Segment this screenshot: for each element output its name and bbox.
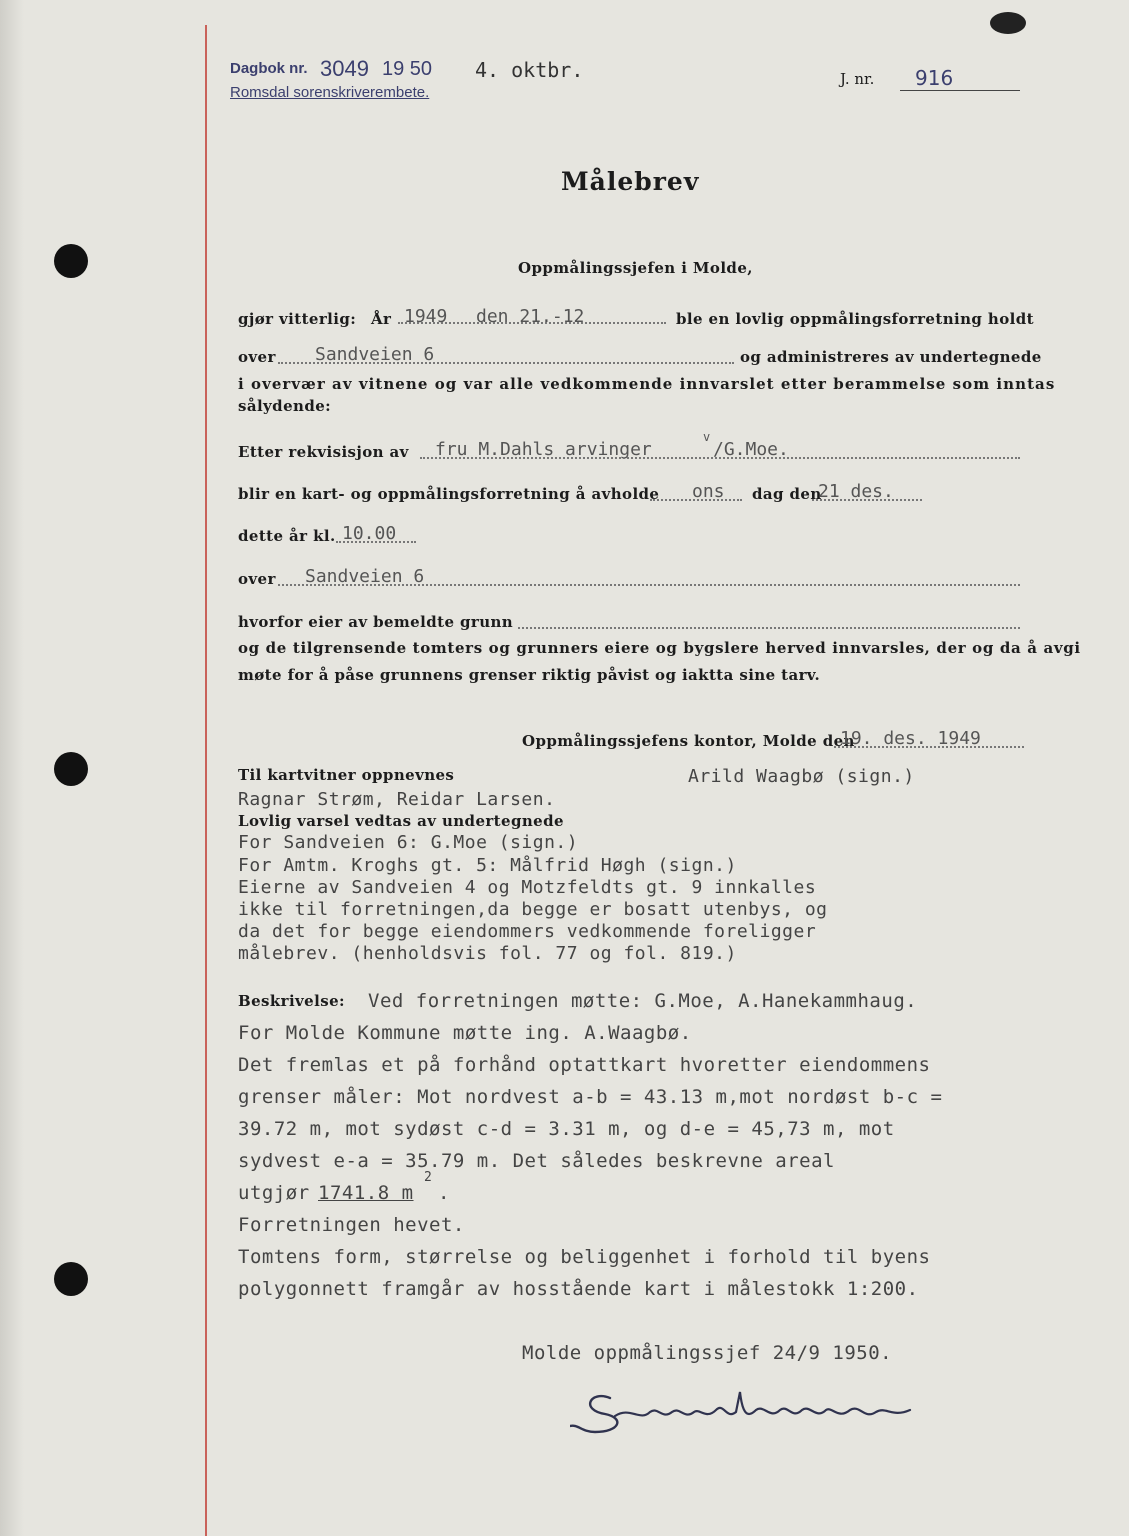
dag-label: dag den — [752, 485, 822, 503]
closing-line: Forretningen hevet. — [238, 1214, 465, 1236]
rekv-sup: v — [703, 430, 711, 444]
kartvitner-label: Til kartvitner oppnevnes — [238, 766, 455, 784]
beskrivelse-line: For Molde Kommune møtte ing. A.Waagbø. — [238, 1022, 692, 1044]
jnr-label: J. nr. — [840, 70, 875, 88]
eier-dotted-line — [518, 627, 1020, 629]
varsel-line: målebrev. (henholdsvis fol. 77 og fol. 819.) — [238, 943, 737, 964]
notice-line1: og de tilgrensende tomters og grunners eiere og bygslere herved innvarsles, der og da å avgi — [238, 639, 1081, 657]
beskrivelse-line: grenser måler: Mot nordvest a-b = 43.13 m,mot nordøst b-c = — [238, 1086, 943, 1108]
intro-line2: i overvær av vitnene og var alle vedkommende innvarslet etter berammelse som inntas — [238, 375, 1056, 393]
dagbok-number: 3049 — [320, 56, 369, 81]
over2-value: Sandveien 6 — [305, 566, 425, 587]
kl-dotted-line — [336, 541, 416, 543]
intro-line3: sålydende: — [238, 397, 332, 415]
beskrivelse-line: Det fremlas et på forhånd optattkart hvoretter eiendommens — [238, 1054, 931, 1076]
day-dotted-line — [650, 499, 742, 501]
jnr-value: 916 — [915, 66, 954, 90]
office-stamp: Romsdal sorenskriverembete. — [230, 84, 430, 101]
varsel-label: Lovlig varsel vedtas av undertegnede — [238, 812, 564, 830]
blir-label: blir en kart- og oppmålingsforretning å avholde — [238, 485, 660, 503]
beskrivelse-line: 39.72 m, mot sydøst c-d = 3.31 m, og d-e = 45,73 m, mot — [238, 1118, 895, 1140]
punch-hole-middle — [54, 752, 88, 786]
document-title: Målebrev — [561, 167, 700, 196]
over2-label: over — [238, 570, 276, 588]
varsel-line: For Amtm. Kroghs gt. 5: Målfrid Høgh (sign.) — [238, 855, 737, 876]
punch-hole-top — [54, 244, 88, 278]
over-label: over — [238, 348, 276, 366]
kontor-date: 19. des. 1949 — [840, 728, 981, 749]
gjor-label: gjør vitterlig: — [238, 310, 357, 328]
rekv-dotted-line — [420, 457, 1020, 459]
kl-label: dette år kl. — [238, 527, 336, 545]
jnr-rule — [900, 90, 1020, 91]
margin-line — [205, 25, 207, 1536]
area-suffix: . — [438, 1182, 450, 1204]
area-prefix: utgjør — [238, 1182, 310, 1204]
over-dotted-line — [278, 362, 734, 364]
corner-ink-mark — [990, 12, 1026, 34]
beskrivelse-line: sydvest e-a = 35.79 m. Det således beskrevne areal — [238, 1150, 835, 1172]
varsel-line: For Sandveien 6: G.Moe (sign.) — [238, 832, 579, 853]
kontor-label: Oppmålingssjefens kontor, Molde den — [522, 732, 855, 750]
notice-line2: møte for å påse grunnens grenser riktig påvist og iaktta sine tarv. — [238, 666, 821, 684]
eier-label: hvorfor eier av bemeldte grunn — [238, 613, 514, 631]
varsel-line: Eierne av Sandveien 4 og Motzfeldts gt. 9 innkalles — [238, 877, 817, 898]
beskrivelse-label: Beskrivelse: — [238, 992, 345, 1010]
kartvitner-value: Ragnar Strøm, Reidar Larsen. — [238, 789, 556, 810]
rekv-label: Etter rekvisisjon av — [238, 443, 409, 461]
varsel-line: da det for begge eiendommers vedkommende foreligger — [238, 921, 817, 942]
day-value: ons — [692, 481, 725, 502]
date-value: den 21.-12 — [476, 306, 585, 327]
over-value: Sandveien 6 — [315, 344, 435, 365]
signer-name: Arild Waagbø (sign.) — [688, 766, 915, 787]
area-value: 1741.8 m — [318, 1182, 414, 1204]
handwritten-signature — [570, 1380, 930, 1440]
year-value: 1949 — [404, 306, 448, 327]
date-dotted-line — [398, 322, 666, 324]
dagbok-year: 19 50 — [382, 58, 433, 80]
closing-line: polygonnett framgår av hosstående kart i målestokk 1:200. — [238, 1278, 919, 1300]
sign-line: Molde oppmålingssjef 24/9 1950. — [522, 1342, 893, 1364]
header-date: 4. oktbr. — [475, 58, 584, 82]
authority: Oppmålingssjefen i Molde, — [518, 259, 753, 277]
intro-tail: ble en lovlig oppmålingsforretning holdt — [676, 310, 1034, 328]
varsel-line: ikke til forretningen,da begge er bosatt utenbys, og — [238, 899, 828, 920]
over2-dotted-line — [278, 584, 1020, 586]
kl-value: 10.00 — [342, 523, 397, 544]
dagbok-label: Dagbok nr. — [230, 60, 308, 77]
kontor-dotted-line — [834, 746, 1024, 748]
ar-label: År — [371, 310, 392, 328]
rekv-tail: /G.Moe. — [713, 439, 789, 460]
beskrivelse-first: Ved forretningen møtte: G.Moe, A.Hanekammhaug. — [368, 990, 918, 1012]
closing-line: Tomtens form, størrelse og beliggenhet i forhold til byens — [238, 1246, 931, 1268]
area-sup: 2 — [424, 1170, 433, 1185]
over-tail: og administreres av undertegnede — [740, 348, 1042, 366]
dag-value: 21 des. — [818, 481, 894, 502]
punch-hole-bottom — [54, 1262, 88, 1296]
dag-dotted-line — [812, 499, 922, 501]
rekv-value: fru M.Dahls arvinger — [435, 439, 652, 460]
